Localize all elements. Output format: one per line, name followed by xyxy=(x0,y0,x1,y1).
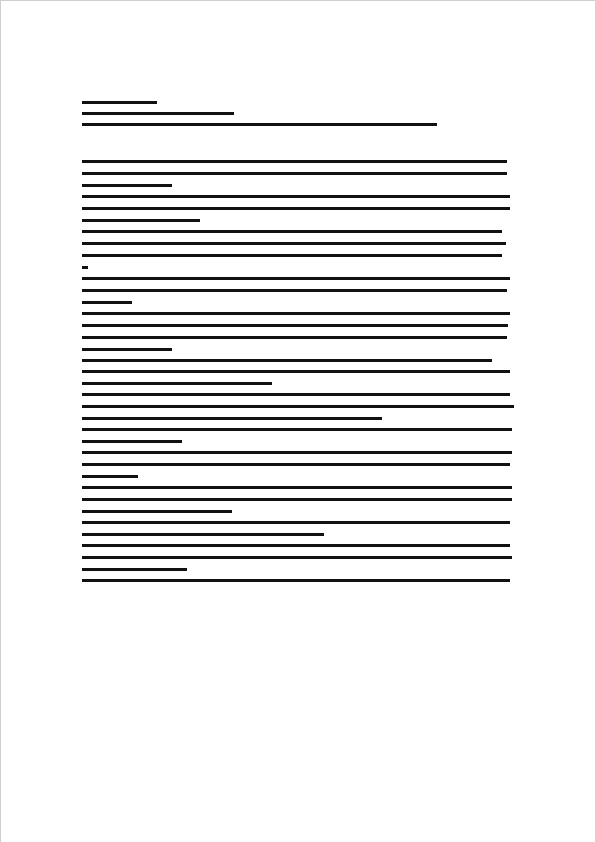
paragraph xyxy=(82,579,522,582)
paragraph xyxy=(82,370,522,385)
paragraph xyxy=(82,230,522,269)
paragraph xyxy=(82,195,522,222)
paragraph xyxy=(82,451,522,478)
document-header xyxy=(82,101,522,134)
paragraph xyxy=(82,428,522,443)
header-line xyxy=(82,112,234,115)
paragraph xyxy=(82,160,522,187)
paragraph xyxy=(82,393,522,420)
paragraph xyxy=(82,544,522,571)
paragraph xyxy=(82,277,522,304)
paragraph xyxy=(82,359,522,362)
paragraph xyxy=(82,312,522,351)
paragraph xyxy=(82,486,522,513)
header-line xyxy=(82,101,157,104)
document-body xyxy=(82,160,522,591)
header-line xyxy=(82,123,437,126)
paragraph xyxy=(82,521,522,536)
